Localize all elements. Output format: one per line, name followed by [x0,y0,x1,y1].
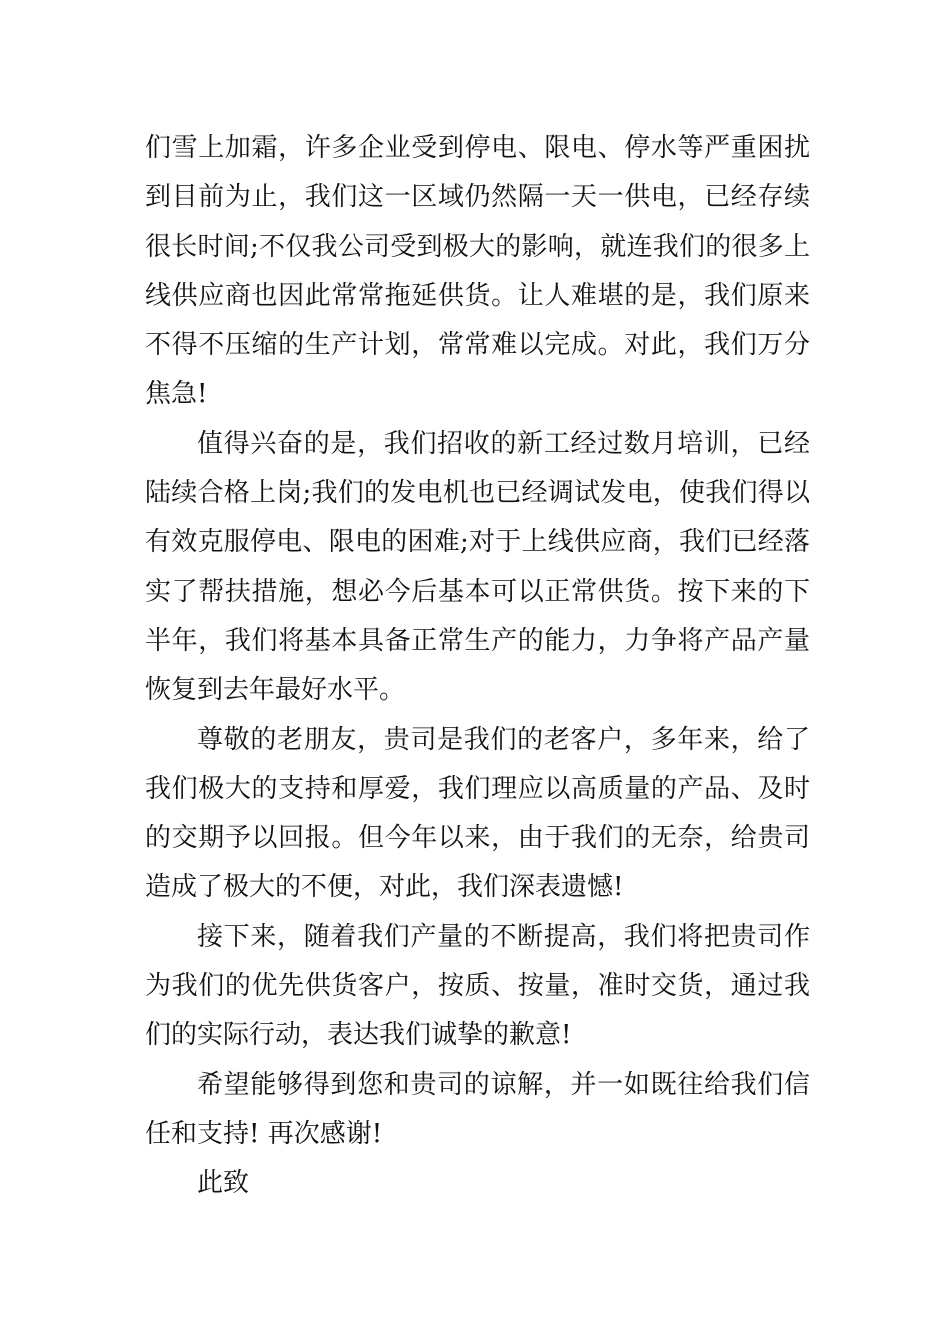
text-line: 不得不压缩的生产计划，常常难以完成。对此，我们万分 [145,330,810,361]
text-line: 到目前为止，我们这一区域仍然隔一天一供电，已经存续 [145,182,810,213]
text-line: 造成了极大的不便，对此，我们深表遗憾! [145,872,624,903]
letter-body [145,124,810,1209]
text-line: 很长时间;不仅我公司受到极大的影响，就连我们的很多上 [145,231,810,262]
text-line: 恢复到去年最好水平。 [145,675,406,706]
text-line: 焦急! [145,379,208,410]
text-line: 实了帮扶措施，想必今后基本可以正常供货。按下来的下 [145,576,810,607]
text-line: 线供应商也因此常常拖延供货。让人难堪的是，我们原来 [145,280,810,311]
text-line: 们的实际行动，表达我们诚挚的歉意! [145,1020,572,1051]
paragraph-start-line: 值得兴奋的是，我们招收的新工经过数月培训，已经 [197,428,810,459]
text-line: 有效克服停电、限电的困难;对于上线供应商，我们已经落 [145,527,810,558]
text-line: 我们极大的支持和厚爱，我们理应以高质量的产品、及时 [145,773,810,804]
paragraph-start-line: 希望能够得到您和贵司的谅解，并一如既往给我们信 [197,1069,810,1100]
closing-salutation: 此致 [197,1168,250,1199]
text-line: 陆续合格上岗;我们的发电机也已经调试发电，使我们得以 [145,478,810,509]
text-line: 们雪上加霜，许多企业受到停电、限电、停水等严重困扰 [145,133,810,163]
text-line: 任和支持! 再次感谢! [145,1118,383,1149]
text-line: 半年，我们将基本具备正常生产的能力，力争将产品产量 [145,625,810,656]
paragraph-start-line: 尊敬的老朋友，贵司是我们的老客户，多年来，给了 [197,724,810,755]
paragraph-start-line: 接下来，随着我们产量的不断提高，我们将把贵司作 [197,921,810,952]
text-line: 的交期予以回报。但今年以来，由于我们的无奈，给贵司 [145,823,810,854]
text-line: 为我们的优先供货客户，按质、按量，准时交货，通过我 [145,971,810,1002]
